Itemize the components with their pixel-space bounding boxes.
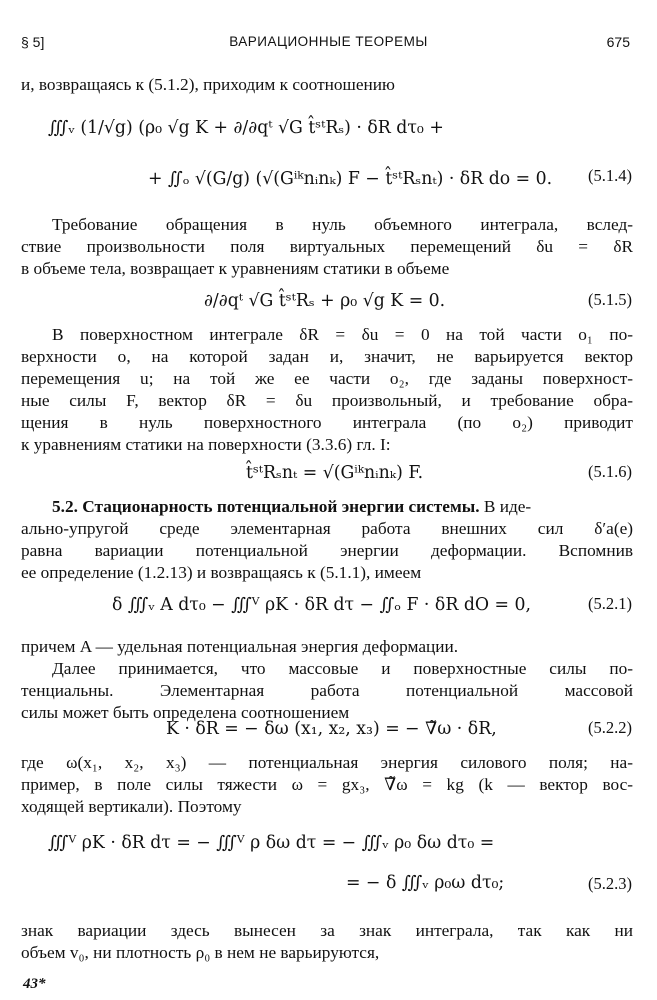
text-line: и, возвращаясь к (5.1.2), приходим к соотношению — [21, 75, 395, 94]
equation-5-2-1: δ ∭ᵥ A dτ₀ − ∭ⱽ ρK · δR dτ − ∬ₒ F · δR dO = 0, — [112, 595, 532, 615]
text-line: В поверхностном интеграле δR = δu = 0 на той части o₁ по- — [52, 325, 633, 344]
text-line: щения в нуль поверхностного интеграла (по o₂) приводит — [21, 413, 633, 432]
section-marker: § 5] — [21, 34, 45, 50]
text-line: ные силы F, вектор δR = δu произвольный, и требование обра- — [21, 391, 633, 410]
equation-5-1-6: t̂ˢᵗRₛnₜ = √(Gⁱᵏnᵢnₖ) F. — [246, 463, 424, 483]
equation-5-1-4-part2: + ∬ₒ √(G/g) (√(Gⁱᵏnᵢnₖ) F − t̂ˢᵗRₛnₜ) · δR do = 0. — [148, 169, 553, 189]
equation-number: (5.1.5) — [588, 290, 632, 309]
section-heading: 5.2. Стационарность потенциальной энергии системы. — [52, 497, 480, 516]
text-line: к уравнениям статики на поверхности (3.3.6) гл. I: — [21, 435, 391, 454]
text-line: ходящей вертикали). Поэтому — [21, 797, 242, 816]
text-line: объем v₀, ни плотность ρ₀ в нем не варьируются, — [21, 943, 380, 962]
equation-number: (5.1.4) — [588, 166, 632, 185]
text-line: знак вариации здесь вынесен за знак интеграла, так как ни — [21, 921, 633, 940]
text-line: Требование обращения в нуль объемного интеграла, вслед- — [52, 215, 633, 234]
signature-mark: 43* — [23, 976, 46, 992]
text-line: верхности o, на которой задан и, значит, не варьируется вектор — [21, 347, 633, 366]
text-line: тенциальны. Элементарная работа потенциальной массовой — [21, 681, 633, 700]
equation-5-1-5: ∂/∂qᵗ √G t̂ˢᵗRₛ + ρ₀ √g K = 0. — [204, 291, 446, 311]
equation-number: (5.2.1) — [588, 594, 632, 613]
text-line: ее определение (1.2.13) и возвращаясь к (5.1.1), имеем — [21, 563, 422, 582]
text-line: в объеме тела, возвращает к уравнениям статики в объеме — [21, 259, 450, 278]
equation-number: (5.2.3) — [588, 874, 632, 893]
text-line: ствие произвольности поля виртуальных перемещений δu = δR — [21, 237, 633, 256]
page-number: 675 — [606, 34, 630, 50]
text-line: ально-упругой среде элементарная работа внешних сил δ′a(e) — [21, 519, 633, 538]
text-fragment: В иде- — [479, 497, 532, 516]
text-line: равна вариации потенциальной энергии деформации. Вспомнив — [21, 541, 633, 560]
text-line: пример, в поле силы тяжести ω = gx₃, ∇̃ω = kg (k — вектор вос- — [21, 775, 633, 794]
text-line: силы может быть определена соотношением — [21, 703, 350, 722]
text-line: Далее принимается, что массовые и поверхностные силы по- — [52, 659, 633, 678]
text-line: перемещения u; на той же ее части o₂, где заданы поверхност- — [21, 369, 633, 388]
equation-5-2-3-part1: ∭ⱽ ρK · δR dτ = − ∭ⱽ ρ δω dτ = − ∭ᵥ ρ₀ δω dτ₀ = — [48, 833, 495, 853]
equation-5-2-2: K · δR = − δω (x₁, x₂, x₃) = − ∇̃ω · δR, — [166, 719, 497, 739]
section-heading-line — [52, 496, 633, 518]
equation-5-2-3-part2: = − δ ∭ᵥ ρ₀ω dτ₀; — [346, 873, 505, 893]
running-title: ВАРИАЦИОННЫЕ ТЕОРЕМЫ — [229, 34, 428, 49]
equation-number: (5.1.6) — [588, 462, 632, 481]
text-line: где ω(x₁, x₂, x₃) — потенциальная энергия силового поля; на- — [21, 753, 633, 772]
text-line: причем A — удельная потенциальная энергия деформации. — [21, 637, 459, 656]
equation-5-1-4-part1: ∭ᵥ (1/√g) (ρ₀ √g K + ∂/∂qᵗ √G t̂ˢᵗRₛ) · δR dτ₀ + — [48, 118, 444, 138]
equation-number: (5.2.2) — [588, 718, 632, 737]
